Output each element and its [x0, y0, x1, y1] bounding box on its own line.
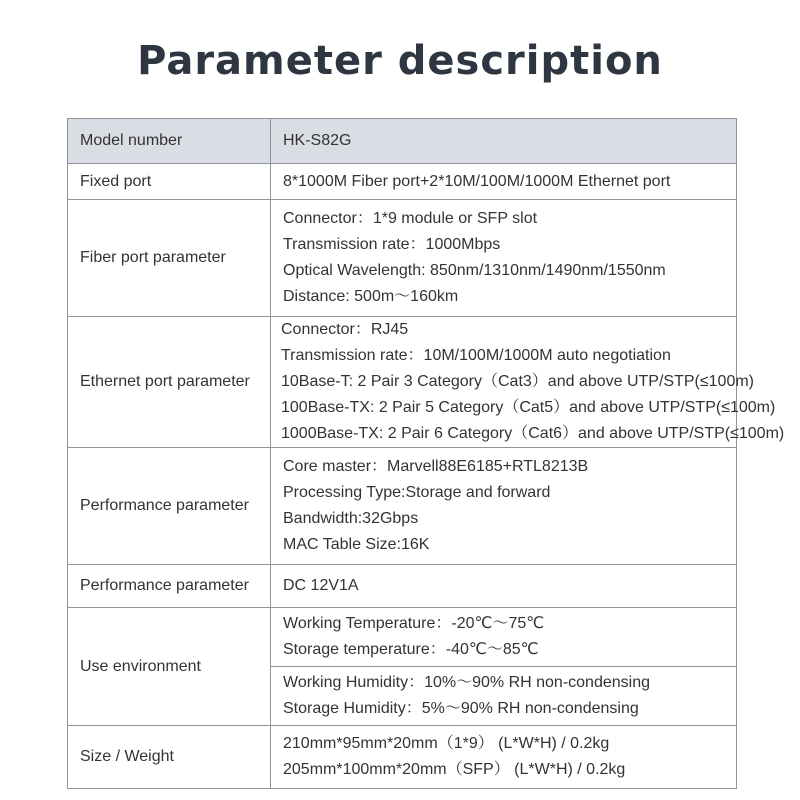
row-label: Ethernet port parameter — [68, 317, 271, 448]
value-line: 205mm*100mm*20mm（SFP） (L*W*H) / 0.2kg — [283, 761, 626, 778]
value-line: Processing Type:Storage and forward — [283, 484, 551, 501]
row-value: DC 12V1A — [271, 565, 737, 608]
value-line: Connector：1*9 module or SFP slot — [283, 210, 538, 227]
temperature-block — [283, 608, 736, 666]
row-label: Size / Weight — [68, 726, 271, 789]
value-line: Working Temperature：-20℃～75℃ — [283, 615, 545, 632]
row-value-lines — [271, 448, 737, 565]
row-value-lines — [271, 726, 737, 789]
row-label: Model number — [68, 119, 271, 164]
row-label: Performance parameter — [68, 448, 271, 565]
value-line: 1000Base-TX: 2 Pair 6 Category（Cat6）and above UTP/STP(≤100m) — [281, 425, 785, 442]
value-line: Storage temperature：-40℃～85℃ — [283, 641, 539, 658]
table-row-ethernet — [68, 317, 737, 448]
row-label: Use environment — [68, 608, 271, 726]
value-line: Connector：RJ45 — [281, 321, 409, 338]
value-line: Transmission rate：1000Mbps — [283, 236, 501, 253]
value-line: Transmission rate：10M/100M/1000M auto negotiation — [281, 347, 671, 364]
table-row-fiber — [68, 200, 737, 317]
table-row-size — [68, 726, 737, 789]
table-row-performance — [68, 448, 737, 565]
row-label: Fiber port parameter — [68, 200, 271, 317]
row-label: Performance parameter — [68, 565, 271, 608]
row-value-lines — [271, 200, 737, 317]
value-line: 210mm*95mm*20mm（1*9） (L*W*H) / 0.2kg — [283, 735, 610, 752]
table-row-model — [68, 119, 737, 164]
humidity-block — [271, 666, 736, 725]
row-value: 8*1000M Fiber port+2*10M/100M/1000M Ethernet port — [271, 164, 737, 200]
value-line: Optical Wavelength: 850nm/1310nm/1490nm/1550nm — [283, 262, 666, 279]
value-line: Bandwidth:32Gbps — [283, 510, 419, 527]
page-title: Parameter description — [137, 38, 663, 84]
value-line: MAC Table Size:16K — [283, 536, 430, 553]
table-row-fixed-port — [68, 164, 737, 200]
row-value-lines — [271, 317, 785, 448]
row-value: HK-S82G — [271, 119, 737, 164]
table-row-power — [68, 565, 737, 608]
row-label: Fixed port — [68, 164, 271, 200]
value-line: 100Base-TX: 2 Pair 5 Category（Cat5）and above UTP/STP(≤100m) — [281, 399, 776, 416]
parameter-table — [67, 118, 785, 789]
table-row-environment — [68, 608, 737, 726]
value-line: Storage Humidity：5%～90% RH non-condensing — [283, 700, 639, 717]
value-line: Working Humidity：10%～90% RH non-condensing — [283, 674, 650, 691]
value-line: Core master：Marvell88E6185+RTL8213B — [283, 458, 589, 475]
value-line: Distance: 500m～160km — [283, 288, 459, 305]
row-value-lines — [271, 608, 737, 726]
value-line: 10Base-T: 2 Pair 3 Category（Cat3）and above UTP/STP(≤100m) — [281, 373, 754, 390]
